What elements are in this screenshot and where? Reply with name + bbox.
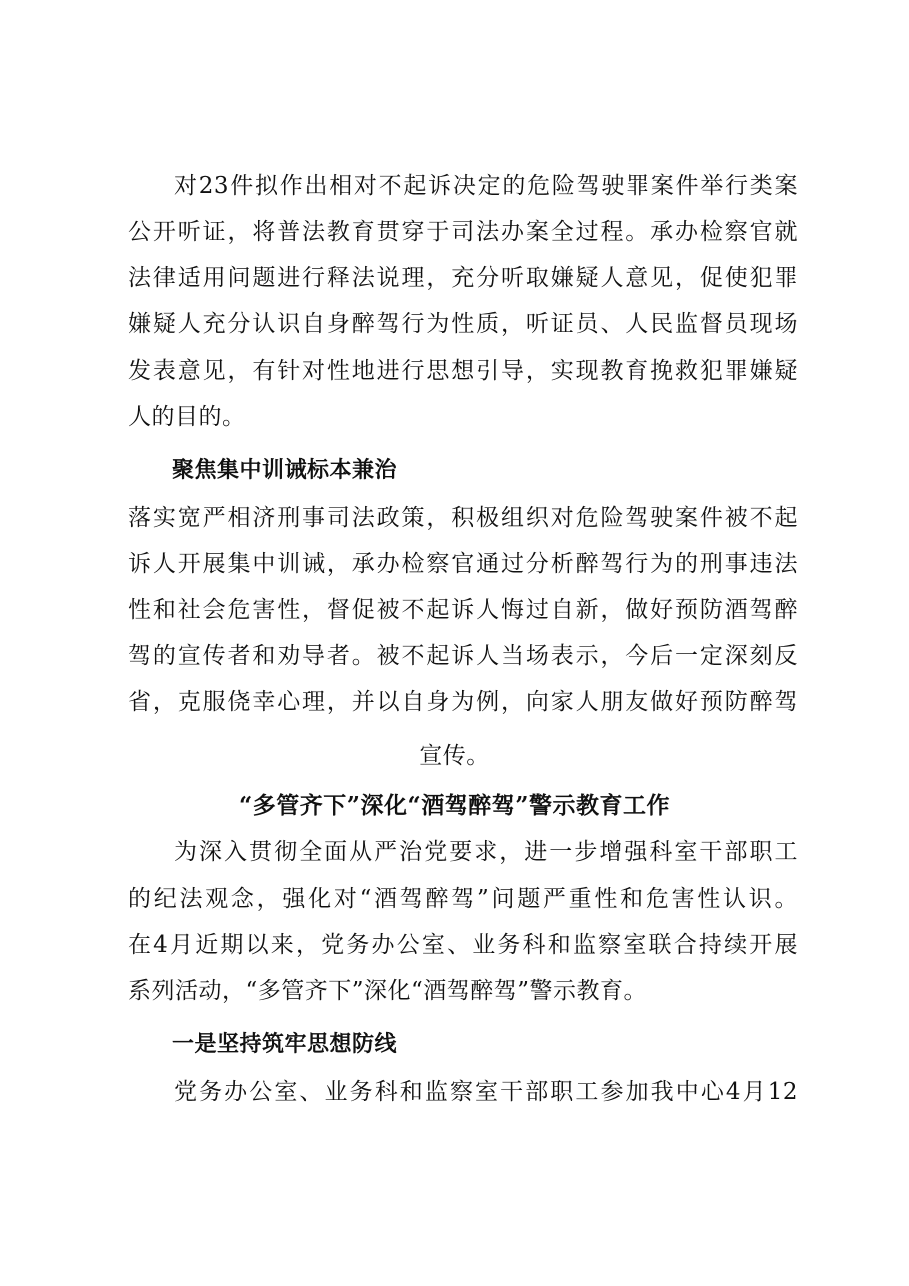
section-title-2: “多管齐下”深化“酒驾醉驾”警示教育工作 xyxy=(239,792,670,819)
paragraph-4-line-1: 党务办公室、业务科和监察室干部职工参加我中心4月12 xyxy=(174,1079,798,1105)
paragraph-3-line-4: 系列活动，“多管齐下”深化“酒驾醉驾”警示教育。 xyxy=(128,978,648,1004)
paragraph-2-line-4: 驾的宣传者和劝导者。被不起诉人当场表示，今后一定深刻反 xyxy=(128,643,798,669)
paragraph-1-line-5: 发表意见，有针对性地进行思想引导，实现教育挽救犯罪嫌疑 xyxy=(128,358,798,384)
paragraph-2-line-2: 诉人开展集中训诫，承办检察官通过分析醉驾行为的刑事违法 xyxy=(128,551,798,577)
paragraph-1-line-2: 公开听证，将普法教育贯穿于司法办案全过程。承办检察官就 xyxy=(128,219,798,245)
paragraph-2-line-1: 落实宽严相济刑事司法政策，积极组织对危险驾驶案件被不起 xyxy=(128,505,798,531)
paragraph-1-line-6: 人的目的。 xyxy=(128,404,246,430)
paragraph-1-line-1: 对23件拟作出相对不起诉决定的危险驾驶罪案件举行类案 xyxy=(174,173,798,199)
paragraph-3-line-3: 在4月近期以来，党务办公室、业务科和监察室联合持续开展 xyxy=(128,932,798,958)
paragraph-2-line-6: 宣传。 xyxy=(419,743,490,769)
paragraph-1-line-4: 嫌疑人充分认识自身醉驾行为性质，听证员、人民监督员现场 xyxy=(128,311,798,337)
paragraph-1-line-3: 法律适用问题进行释法说理，充分听取嫌疑人意见，促使犯罪 xyxy=(128,265,798,291)
paragraph-3-line-2: 的纪法观念，强化对“酒驾醉驾”问题严重性和危害性认识。 xyxy=(128,886,798,912)
section-heading-2: 一是坚持筑牢思想防线 xyxy=(172,1032,398,1057)
paragraph-3-line-1: 为深入贯彻全面从严治党要求，进一步增强科室干部职工 xyxy=(174,839,798,865)
section-heading-1: 聚焦集中训诫标本兼治 xyxy=(172,458,398,483)
paragraph-2-line-5: 省，克服侥幸心理，并以自身为例，向家人朋友做好预防醉驾 xyxy=(128,689,798,715)
paragraph-2-line-3: 性和社会危害性，督促被不起诉人悔过自新，做好预防酒驾醉 xyxy=(128,597,798,623)
